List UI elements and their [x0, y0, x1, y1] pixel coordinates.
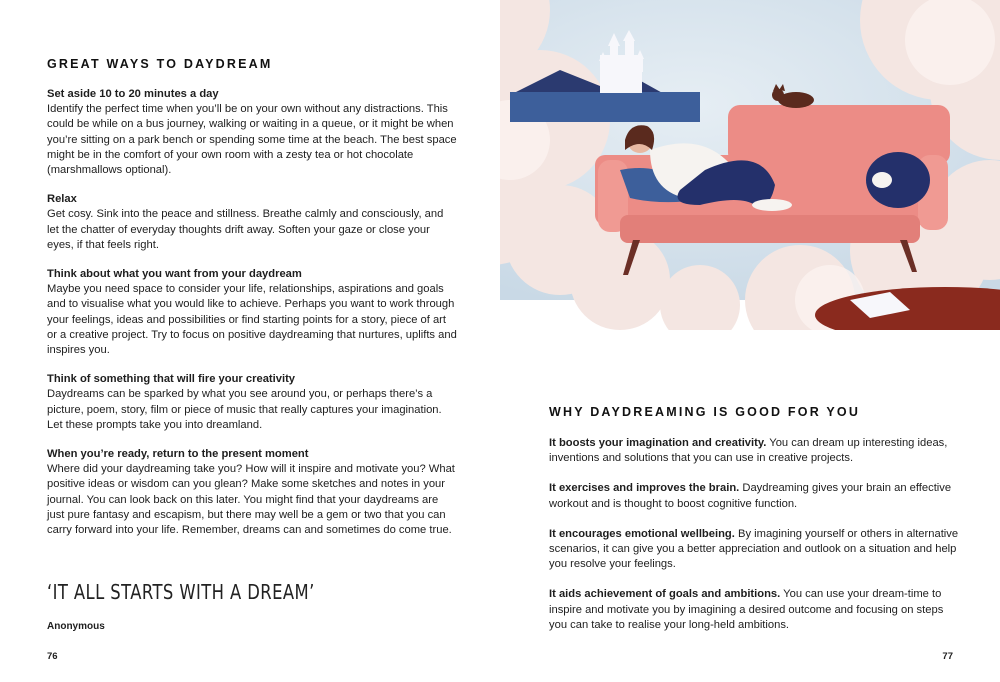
tip-title: Relax: [47, 193, 77, 206]
benefit-lead: It exercises and improves the brain.: [549, 482, 740, 495]
tip-body: Maybe you need space to consider your life, relationships, aspirations and goals and to visualise what you would like to achieve. Perhaps you want to work through your feelings, ideas and possibilities or find starting points for a story, piece of art or a creative project. Try to focus on positive daydreaming that nurtures, uplifts and inspires you.: [47, 283, 457, 357]
sea: [510, 92, 700, 122]
benefit-text: Daydreaming gives your brain an effective workout and is thought to boost cognitive function.: [549, 482, 952, 510]
benefit-text: You can use your dream-time to inspire and motivate you by imagining a desired outcome and focusing on steps you can take to realise your long-held ambitions.: [549, 588, 944, 631]
benefit-item: [549, 481, 959, 511]
page-number: 77: [942, 651, 953, 662]
tip-item: [47, 87, 457, 178]
right-page: [500, 0, 1000, 682]
page-heading: GREAT WAYS TO DAYDREAM: [47, 57, 273, 71]
pull-quote: ‘IT ALL STARTS WITH A DREAM’: [47, 580, 315, 604]
tip-item: [47, 447, 457, 538]
tip-item: [47, 372, 457, 433]
benefit-lead: It encourages emotional wellbeing.: [549, 527, 735, 540]
tip-title: Think about what you want from your daydream: [47, 268, 302, 281]
tips-list: [47, 87, 457, 552]
tip-title: Set aside 10 to 20 minutes a day: [47, 88, 219, 100]
benefit-text: By imagining yourself or others in alternative scenarios, it can give you a better appreciation and outlook on a situation and help you resolve your feelings.: [549, 527, 959, 571]
tip-item: [47, 267, 457, 358]
benefit-text: You can dream up interesting ideas, inventions and solutions that you can use in creative projects.: [549, 437, 948, 465]
benefit-lead: It aids achievement of goals and ambitions.: [549, 588, 781, 601]
benefits-list: [549, 436, 959, 648]
benefit-item: [549, 527, 959, 573]
tip-body: Where did your daydreaming take you? How will it inspire and motivate you? What positive ideas or wisdom can you glean? Make some sketches and notes in your journal. You can look back on this later. You might find that your daydreams are just pure fantasy and escapism, but there may well be a gem or two that you can carry forward into your life. Remember, dreams can and sometimes do come true.: [47, 463, 455, 537]
quote-author: Anonymous: [47, 621, 105, 632]
benefit-item: [549, 436, 959, 466]
tip-title: When you’re ready, return to the present moment: [47, 448, 309, 461]
benefit-item: [549, 587, 959, 633]
section-heading: WHY DAYDREAMING IS GOOD FOR YOU: [549, 405, 861, 419]
page-number: 76: [47, 651, 58, 662]
tip-item: [47, 192, 457, 253]
tip-title: Think of something that will fire your creativity: [47, 373, 296, 386]
tip-body: Identify the perfect time when you’ll be on your own without any distractions. This could be while on a bus journey, walking or waiting in a queue, or it might be when you’re sitting on a park bench or spending some time at the beach. The best space might be in the comfort of your own room with a zesty tea or hot chocolate (marshmallows optional).: [47, 103, 457, 177]
benefit-lead: It boosts your imagination and creativity.: [549, 437, 767, 449]
tip-body: Daydreams can be sparked by what you see around you, or perhaps there’s a picture, poem, story, film or piece of music that really captures your imagination. Let these prompts take you into dreamland.: [47, 388, 442, 431]
tip-body: Get cosy. Sink into the peace and stillness. Breathe calmly and consciously, and let the chatter of everyday thoughts drift away. Soften your gaze or close your eyes, if that feels right.: [47, 208, 444, 251]
daydream-illustration: [500, 0, 1000, 330]
